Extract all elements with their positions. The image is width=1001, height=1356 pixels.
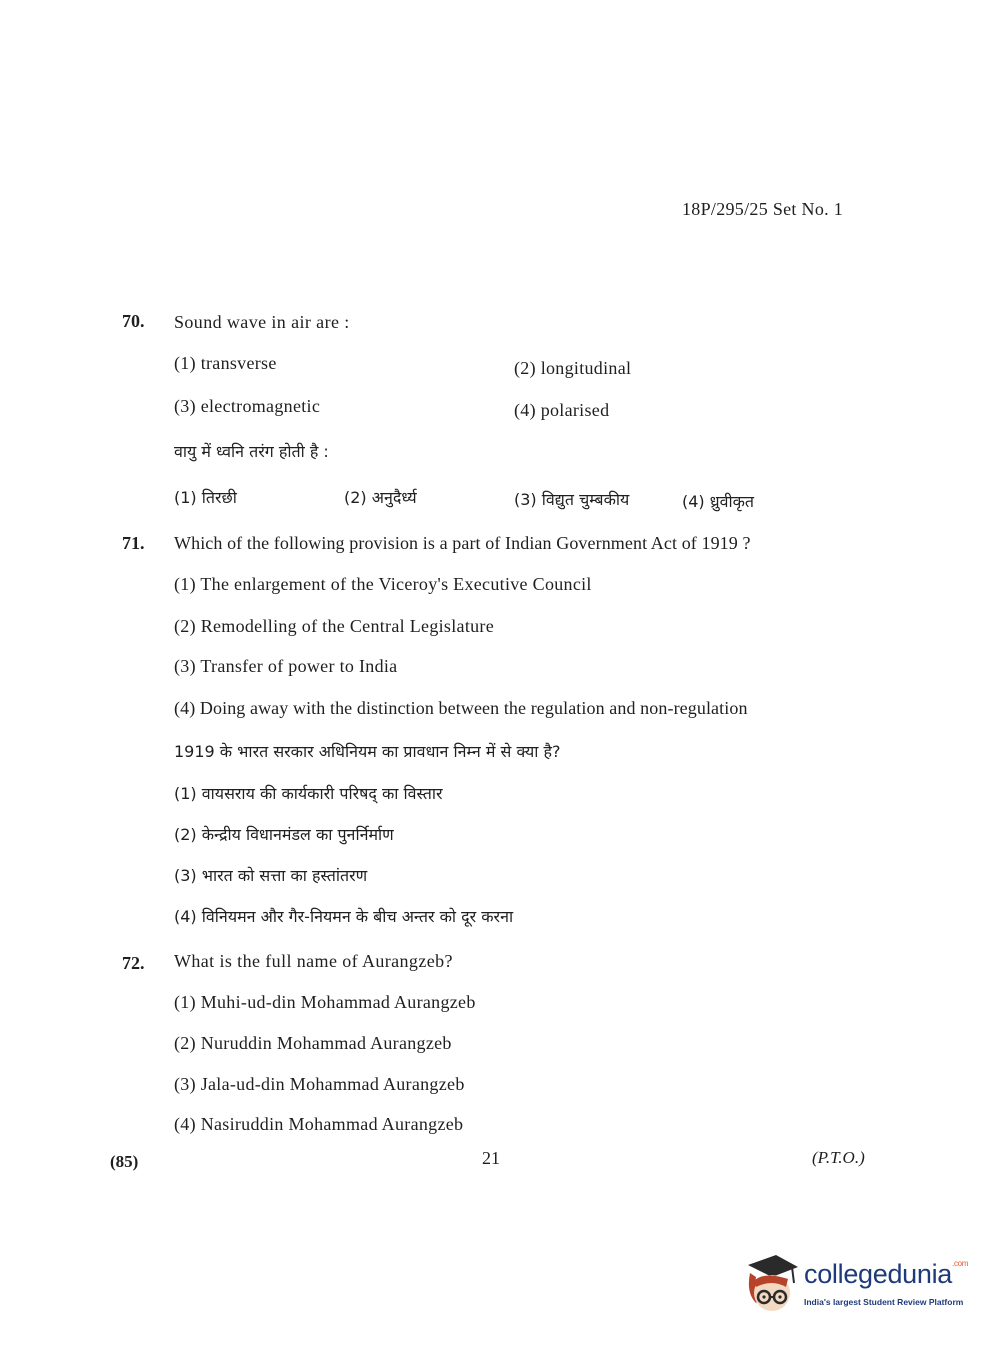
- q71-option-2-hindi: (2) केन्द्रीय विधानमंडल का पुनर्निर्माण: [174, 825, 394, 844]
- q71-option-1-hindi: (1) वायसराय की कार्यकारी परिषद् का विस्तार: [174, 784, 443, 803]
- page-number: 21: [482, 1148, 500, 1168]
- q71-option-1: (1) The enlargement of the Viceroy's Executive Council: [174, 574, 592, 594]
- collegedunia-logo: [742, 1253, 972, 1319]
- q72-number: 72.: [122, 953, 145, 973]
- q72-option-1: (1) Muhi-ud-din Mohammad Aurangzeb: [174, 992, 476, 1012]
- q71-text: Which of the following provision is a part of Indian Government Act of 1919 ?: [174, 533, 751, 553]
- q71-option-3-hindi: (3) भारत को सत्ता का हस्तांतरण: [174, 866, 368, 885]
- q70-number: 70.: [122, 311, 145, 331]
- q70-option-2-hindi: (2) अनुदैर्ध्य: [344, 488, 417, 507]
- q70-option-2: (2) longitudinal: [514, 358, 632, 378]
- q71-number: 71.: [122, 533, 145, 553]
- q71-option-3: (3) Transfer of power to India: [174, 656, 398, 676]
- q70-option-1: (1) transverse: [174, 353, 277, 373]
- q70-option-1-hindi: (1) तिरछी: [174, 488, 237, 507]
- q72-option-2: (2) Nuruddin Mohammad Aurangzeb: [174, 1033, 452, 1053]
- logo-tagline: India's largest Student Review Platform: [804, 1297, 964, 1307]
- q70-option-4-hindi: (4) ध्रुवीकृत: [682, 492, 755, 511]
- q70-text-hindi: वायु में ध्वनि तरंग होती है :: [174, 442, 329, 461]
- q70-text: Sound wave in air are :: [174, 312, 350, 332]
- q71-option-4: (4) Doing away with the distinction between the regulation and non-regulation: [174, 698, 748, 718]
- q72-option-4: (4) Nasiruddin Mohammad Aurangzeb: [174, 1114, 464, 1134]
- q72-text: What is the full name of Aurangzeb?: [174, 951, 453, 971]
- q71-option-4-hindi: (4) विनियमन और गैर-नियमन के बीच अन्तर को दूर करना: [174, 907, 514, 926]
- paper-code: 18P/295/25 Set No. 1: [682, 199, 844, 219]
- q70-option-4: (4) polarised: [514, 400, 610, 420]
- logo-wordmark: collegedunia$^{.com}$: [804, 1259, 969, 1289]
- q70-option-3-hindi: (3) विद्युत चुम्बकीय: [514, 490, 630, 509]
- q71-option-2: (2) Remodelling of the Central Legislature: [174, 616, 495, 636]
- footer-code: (85): [110, 1152, 139, 1171]
- q70-option-3: (3) electromagnetic: [174, 396, 321, 416]
- please-turn-over: (P.T.O.): [812, 1148, 865, 1167]
- mascot-icon: [742, 1253, 802, 1319]
- q71-text-hindi: 1919 के भारत सरकार अधिनियम का प्रावधान निम्न में से क्या है?: [174, 742, 561, 761]
- q72-option-3: (3) Jala-ud-din Mohammad Aurangzeb: [174, 1074, 465, 1094]
